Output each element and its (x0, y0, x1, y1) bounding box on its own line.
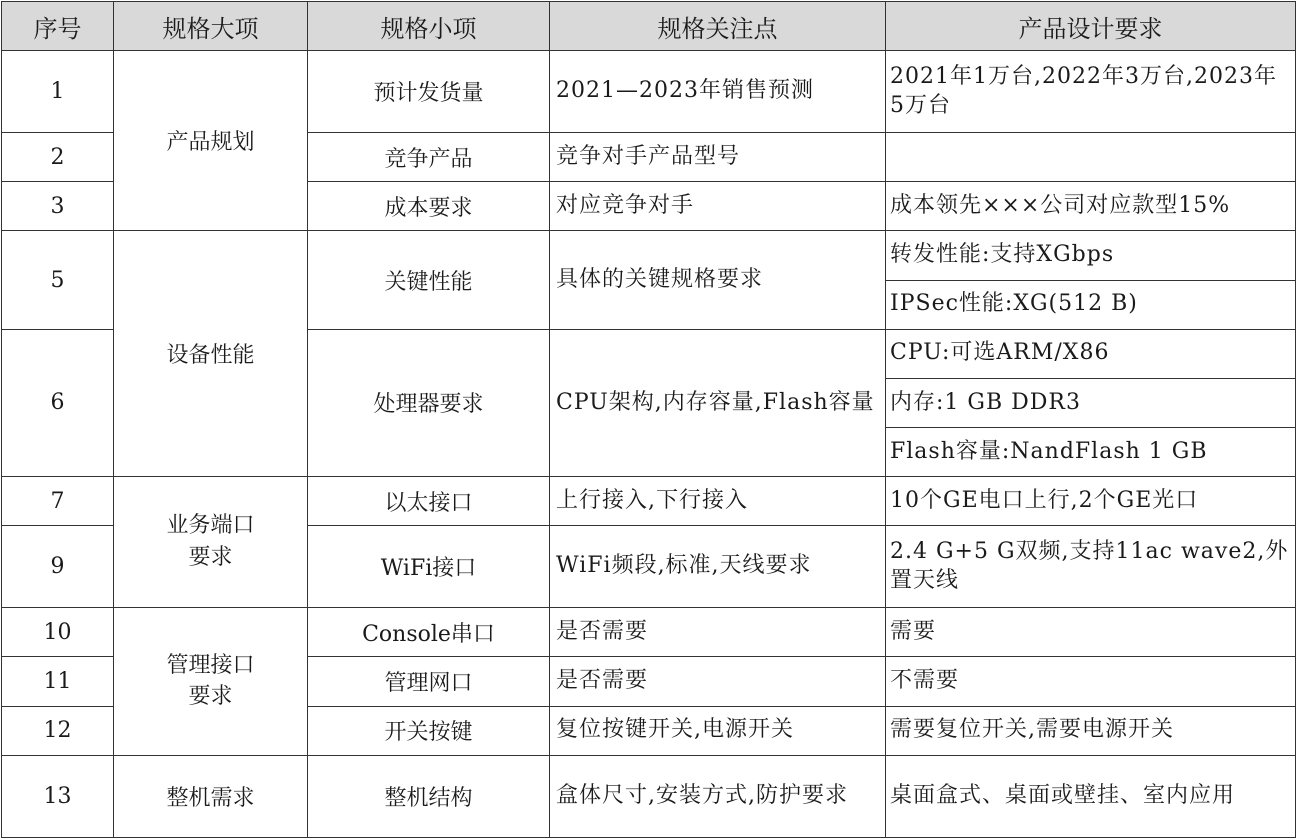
focus-cell: CPU架构,内存容量,Flash容量 (550, 329, 886, 476)
requirement-cell: 需要复位开关,需要电源开关 (886, 706, 1296, 755)
focus-cell: 上行接入,下行接入 (550, 476, 886, 525)
requirement-cell: 不需要 (886, 657, 1296, 706)
header-requirement: 产品设计要求 (886, 2, 1296, 51)
subitem-cell: 整机结构 (308, 755, 550, 837)
category-cell: 管理接口 要求 (114, 608, 308, 755)
requirement-cell: 需要 (886, 608, 1296, 657)
focus-cell: 复位按键开关,电源开关 (550, 706, 886, 755)
spec-table (1, 1, 1296, 838)
focus-cell: 对应竞争对手 (550, 182, 886, 231)
requirement-cell: 桌面盒式、桌面或壁挂、室内应用 (886, 755, 1296, 837)
table-row (2, 231, 1296, 280)
subitem-cell: 以太接口 (308, 476, 550, 525)
category-cell: 设备性能 (114, 231, 308, 477)
subitem-cell: Console串口 (308, 608, 550, 657)
table-row (2, 755, 1296, 837)
subitem-cell: 竞争产品 (308, 133, 550, 182)
focus-cell: 是否需要 (550, 608, 886, 657)
table-row (2, 51, 1296, 133)
subitem-cell: 开关按键 (308, 706, 550, 755)
focus-cell: WiFi频段,标准,天线要求 (550, 526, 886, 608)
focus-cell: 具体的关键规格要求 (550, 231, 886, 329)
row-number: 12 (2, 706, 114, 755)
subitem-cell: 成本要求 (308, 182, 550, 231)
header-subitem: 规格小项 (308, 2, 550, 51)
header-row (2, 2, 1296, 51)
row-number: 3 (2, 182, 114, 231)
row-number: 13 (2, 755, 114, 837)
header-focus: 规格关注点 (550, 2, 886, 51)
focus-cell: 是否需要 (550, 657, 886, 706)
row-number: 5 (2, 231, 114, 329)
row-number: 9 (2, 526, 114, 608)
subitem-cell: 关键性能 (308, 231, 550, 329)
requirement-cell (886, 133, 1296, 182)
header-category: 规格大项 (114, 2, 308, 51)
row-number: 11 (2, 657, 114, 706)
category-cell: 业务端口 要求 (114, 476, 308, 607)
focus-cell: 2021—2023年销售预测 (550, 51, 886, 133)
requirement-cell: IPSec性能:XG(512 B) (886, 280, 1296, 329)
row-number: 7 (2, 476, 114, 525)
requirement-cell: 内存:1 GB DDR3 (886, 378, 1296, 427)
focus-cell: 竞争对手产品型号 (550, 133, 886, 182)
requirement-cell: 2.4 G+5 G双频,支持11ac wave2,外置天线 (886, 526, 1296, 608)
row-number: 2 (2, 133, 114, 182)
subitem-cell: 处理器要求 (308, 329, 550, 476)
table-row (2, 476, 1296, 525)
row-number: 10 (2, 608, 114, 657)
subitem-cell: 管理网口 (308, 657, 550, 706)
requirement-cell: CPU:可选ARM/X86 (886, 329, 1296, 378)
subitem-cell: 预计发货量 (308, 51, 550, 133)
requirement-cell: 成本领先×××公司对应款型15% (886, 182, 1296, 231)
row-number: 6 (2, 329, 114, 476)
requirement-cell: Flash容量:NandFlash 1 GB (886, 427, 1296, 476)
category-cell: 整机需求 (114, 755, 308, 837)
row-number: 1 (2, 51, 114, 133)
requirement-cell: 转发性能:支持XGbps (886, 231, 1296, 280)
category-cell: 产品规划 (114, 51, 308, 231)
requirement-cell: 10个GE电口上行,2个GE光口 (886, 476, 1296, 525)
table-row (2, 608, 1296, 657)
subitem-cell: WiFi接口 (308, 526, 550, 608)
focus-cell: 盒体尺寸,安装方式,防护要求 (550, 755, 886, 837)
header-no: 序号 (2, 2, 114, 51)
requirement-cell: 2021年1万台,2022年3万台,2023年5万台 (886, 51, 1296, 133)
